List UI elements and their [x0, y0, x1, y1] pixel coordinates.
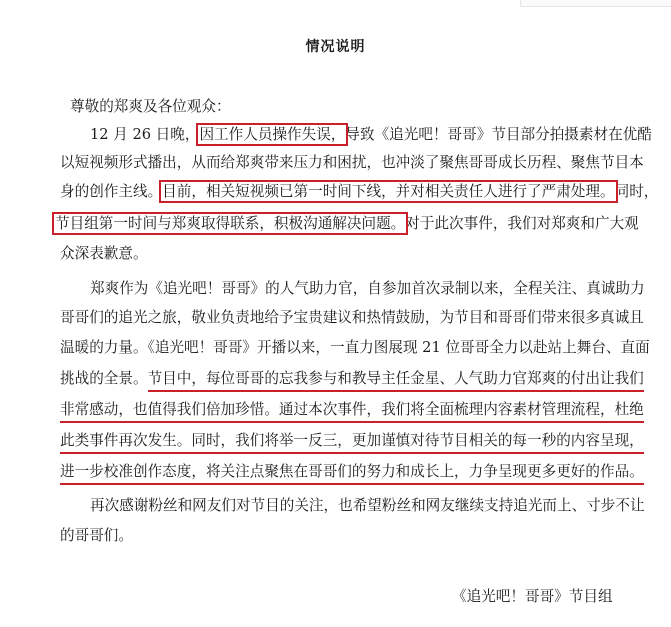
underline-review-process: 非常感动，也值得我们倍加珍惜。通过本次事件，我们将全面梳理内容素材管理流程，杜绝: [60, 401, 644, 423]
p1-line3-end: 同时，: [614, 183, 659, 200]
signature-program-team: 《追光吧！哥哥》节目组: [452, 588, 613, 605]
paragraph-2-line-1: 郑爽作为《追光吧！哥哥》的人气助力官，自参加首次录制以来，全程关注、真诚助力: [90, 280, 645, 297]
paragraph-1-line-1: [90, 125, 652, 145]
paragraph-2-line-5: [60, 400, 644, 420]
p1-line1-rest: 导致《追光吧！哥哥》节目部分拍摄素材在优酷: [345, 126, 652, 143]
p1-line3-start: 身的创作主线。: [60, 183, 163, 200]
underline-brothers-participation: 节目中，每位哥哥的忘我参与和教导主任金星、人气助力官郑爽的付出让我们: [148, 370, 644, 392]
salutation: 尊敬的郑爽及各位观众：: [70, 98, 231, 115]
highlight-box-operator-error: 因工作人员操作失误，: [199, 126, 346, 143]
paragraph-1-line-3: [60, 182, 658, 202]
paragraph-3-line-2: 的哥哥们。: [60, 527, 133, 544]
paragraph-2-line-4: [60, 369, 644, 389]
paragraph-2-line-2: 哥哥们的追光之旅，敬业负责地给予宝贵建议和热情鼓励，为节目和哥哥们带来很多真诚且: [60, 309, 644, 326]
paragraph-2-line-6: [60, 431, 644, 451]
p1-line4-rest: 对于此次事件，我们对郑爽和广大观: [405, 215, 639, 232]
document-title: 情况说明: [305, 39, 366, 55]
paragraph-1-line-4: [55, 214, 639, 234]
p1-date-text: 12 月 26 日晚，: [90, 126, 200, 143]
underline-prevent-recurrence: 此类事件再次发生。同时，我们将举一反三，更加谨慎对待节目相关的每一秒的内容呈现，: [60, 432, 644, 454]
paragraph-2-line-7: [60, 462, 644, 482]
underline-creative-attitude: 进一步校准创作态度，将关注点聚焦在哥哥们的努力和成长上，力争呈现更多更好的作品。: [60, 463, 644, 485]
p2-line4-start: 挑战的全景。: [60, 370, 148, 387]
paragraph-1-line-5: 众深表歉意。: [60, 245, 148, 262]
paragraph-2-line-3: 温暖的力量。《追光吧！哥哥》开播以来，一直力图展现 21 位哥哥全力以赴站上舞台、直面: [60, 339, 650, 356]
highlight-box-video-removed: 目前，相关短视频已第一时间下线，并对相关责任人进行了严肃处理。: [162, 183, 615, 200]
highlight-box-contacted: 节目组第一时间与郑爽取得联系，积极沟通解决问题。: [55, 215, 406, 232]
paragraph-3-line-1: 再次感谢粉丝和网友们对节目的关注，也希望粉丝和网友继续支持追光而上、寸步不让: [90, 497, 645, 514]
paragraph-1-line-2: 以短视频形式播出，从而给郑爽带来压力和困扰，也冲淡了聚焦哥哥成长历程、聚焦节目本: [60, 154, 644, 171]
